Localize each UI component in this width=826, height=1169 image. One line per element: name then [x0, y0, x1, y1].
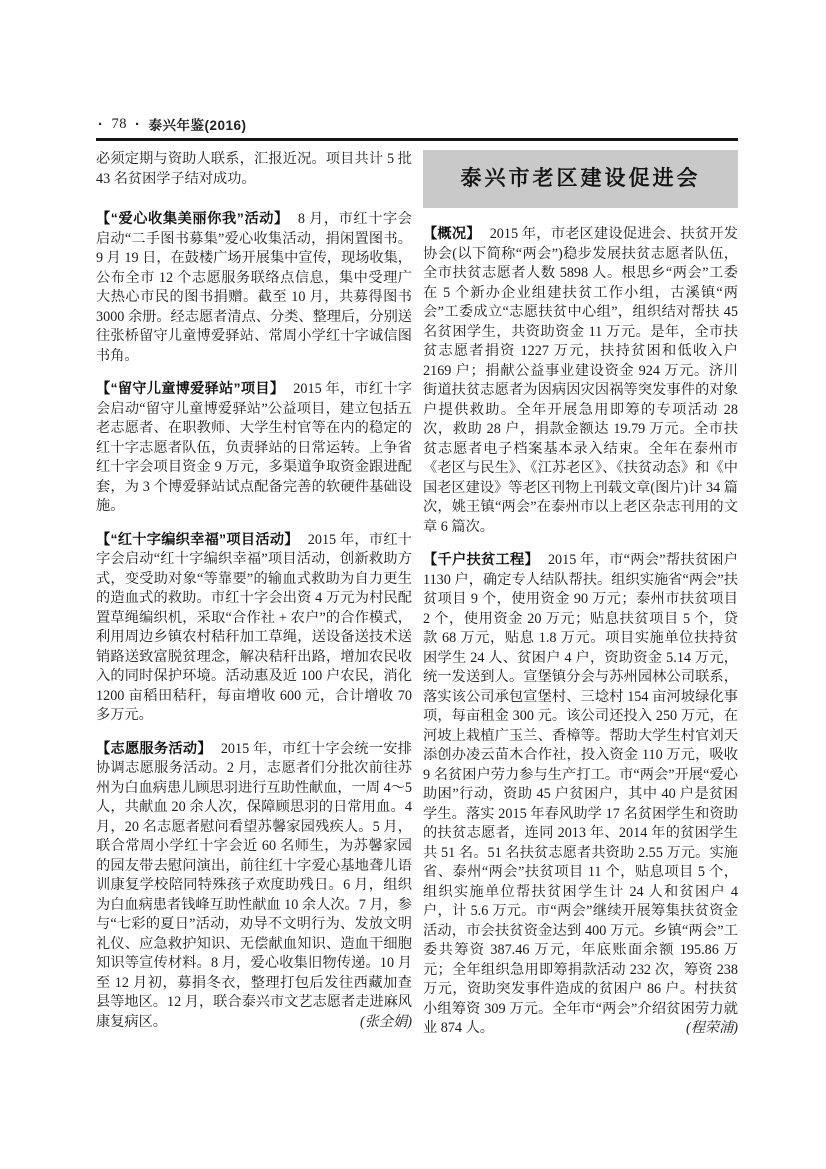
- paragraph-text: 2015 年，市老区建设促进会、扶贫开发协会(以下简称“两会”)稳步发展扶贫志愿者队伍，全市扶贫志愿者人数 5898 人。根思乡“两会”工委在 5 个新办企业组建扶贫工作小组，古溪镇“两会”工委成立“志愿扶贫中心组”，组织结对帮扶 45 名贫困学生，共资助资金 11 万元。是年，全市扶贫志愿者捐资 1227 万元，扶持贫困和低收入户 2169 户；捐献公益事业建设资金 924 万元。济川街道扶贫志愿者为因病因灾因祸等突发事件的对象户提供救助。全年开展急用即筹的专项活动 28 次，救助 28 户，捐款金额达 19.79 万元。全市扶贫志愿者电子档案基本录入结束。全年在泰州市《老区与民生》、《江苏老区》、《扶贫动态》和《中国老区建设》等老区刊物上刊载文章(图片)计 34 篇次，姚王镇“两会”在泰州市以上老区杂志刊用的文章 6 篇次。: [423, 226, 738, 535]
- header-bullet-icon: ·: [135, 115, 141, 133]
- paragraph-overview: [423, 225, 738, 537]
- paragraph-text: 2015 年，市红十字会统一安排协调志愿服务活动。2 月，志愿者们分批次前往苏州为白血病患儿顾思羽进行互助性献血，一周 4～5 人，共献血 20 余人次，保障顾思羽的日常用血。4 月，20 名志愿者慰问看望苏馨家园残疾人。5 月，联合常周小学红十字会近 60 名师生，为苏馨家园的园友带去慰问演出，前往红十字爱心基地聋儿语训康复学校陪同特殊孩子欢度助残日。6 月，组织为白血病患者钱峰互助性献血 10 余人次。7 月，参与“七彩的夏日”活动，劝导不文明行为、发放文明礼仪、应急救护知识、无偿献血知识、造血干细胞知识等宣传材料。8 月，爱心收集旧物传递。10 月至 12 月初，募捐冬衣，整理打包后发往西藏加查县等地区。12 月，联合泰兴市文艺志愿者走进麻风康复病区。: [96, 740, 412, 1030]
- paragraph-text: 2015 年，市“两会”帮扶贫困户 1130 户，确定专人结队帮扶。组织实施省“两会”扶贫项目 9 个，使用资金 90 万元；泰州市扶贫项目 2 个，使用资金 20 万元；贴息扶贫项目 5 个，贷款 68 万元，贴息 1.8 万元。项目实施单位扶持贫困学生 24 人、贫困户 4 户，资助资金 5.14 万元，统一发送到人。宣堡镇分会与苏州园林公司联系，落实该公司承包宣堡村、三埝村 154 亩河坡绿化事项，每亩租金 300 元。该公司还投入 250 万元，在河坡上栽植广玉兰、香樟等。帮助大学生村官刘天添创办凌云苗木合作社，投入资金 110 万元，吸收 9 名贫困户劳力参与生产打工。市“两会”开展“爱心助困”行动，资助 45 户贫困户，其中 40 户是贫困学生。落实 2015 年春风助学 17 名贫困学生和资助的扶贫志愿者，连同 2013 年、2014 年的贫困学生共 51 名。51 名扶贫志愿者共资助 2.55 万元。实施省、泰州“两会”扶贫项目 11 个，贴息项目 5 个，组织实施单位帮扶贫困学生计 24 人和贫困户 4 户，计 5.6 万元。市“两会”继续开展筹集扶贫资金活动，市会扶贫资金达到 400 万元。乡镇“两会”工委共筹资 387.46 万元，年底账面余额 195.86 万元；全年组织急用即筹捐款活动 232 次，筹资 238 万元，资助突发事件造成的贫困户 86 户。村扶贫小组筹资 309 万元。全年市“两会”介绍贫困劳力就业 874 人。: [423, 552, 738, 1036]
- paragraph-text: 2015 年，市红十字会启动“留守儿童博爱驿站”公益项目，建立包括五老志愿者、在职教师、大学生村官等在内的稳定的红十字志愿者队伍，负责驿站的日常运转。上争省红十字会项目资金 9 万元，多渠道争取资金跟进配套，为 3 个博爱驿站试点配备完善的软硬件基础设施。: [96, 381, 412, 514]
- left-column: [96, 150, 412, 1032]
- paragraph-love-collection: [96, 210, 412, 366]
- header-bullet-icon: ·: [98, 115, 104, 133]
- continuation-paragraph: [96, 150, 412, 189]
- page-header: [98, 113, 247, 135]
- right-column: [423, 150, 738, 1039]
- paragraph-heading: 【志愿服务活动】: [96, 740, 212, 757]
- header-rule: [96, 138, 738, 141]
- paragraph-text: 必须定期与资助人联系，汇报近况。项目共计 5 批 43 名贫困学子结对成功。: [96, 151, 412, 187]
- paragraph-heading: 【概况】: [423, 226, 481, 242]
- paragraph-heading: 【“红十字编织幸福”项目活动】: [96, 531, 299, 548]
- paragraph-heading: 【千户扶贫工程】: [423, 552, 539, 568]
- author-signature: (张全娟): [359, 1013, 412, 1030]
- paragraph-heading: 【“留守儿童博爱驿站”项目】: [96, 381, 285, 397]
- section-title-box: [423, 150, 738, 208]
- paragraph-text: 8 月，市红十字会启动“二手图书募集”爱心收集活动，捐闲置图书。9 月 19 日，在鼓楼广场开展集中宣传，现场收集，公布全市 12 个志愿服务联络点信息，集中受理广大热心市民的图书捐赠。截至 10 月，共募得图书 3000 余册。经志愿者清点、分类、整理后，分别送往张桥留守儿童博爱驿站、常周小学红十字诚信图书角。: [96, 211, 412, 364]
- section-title: 泰兴市老区建设促进会: [460, 167, 701, 191]
- paragraph-heading: 【“爱心收集美丽你我”活动】: [96, 211, 289, 227]
- author-signature: (程荣浦): [685, 1020, 738, 1036]
- paragraph-care-station: [96, 380, 412, 517]
- paragraph-text: 2015 年，市红十字会启动“红十字编织幸福”项目活动，创新救助方式，变受助对象“等靠要”的输血式救助为自力更生的造血式的救助。市红十字会出资 4 万元为村民配置草绳编织机，采取“合作社 + 农户”的合作模式，利用周边乡镇农村秸秆加工草绳，送设备送技术送销路送致富脱贫理念，解决秸秆出路，增加农民收入的同时保护环境。活动惠及近 100 户农民，消化 1200 亩稻田秸秆，每亩增收 600 元，合计增收 70 多万元。: [96, 531, 412, 723]
- paragraph-poverty-relief-project: [423, 551, 738, 1039]
- page-number: 78: [111, 115, 127, 132]
- publication-title: 泰兴年鉴(2016): [148, 118, 247, 133]
- paragraph-volunteer-service: [96, 740, 412, 1033]
- paragraph-weaving-happiness: [96, 531, 412, 726]
